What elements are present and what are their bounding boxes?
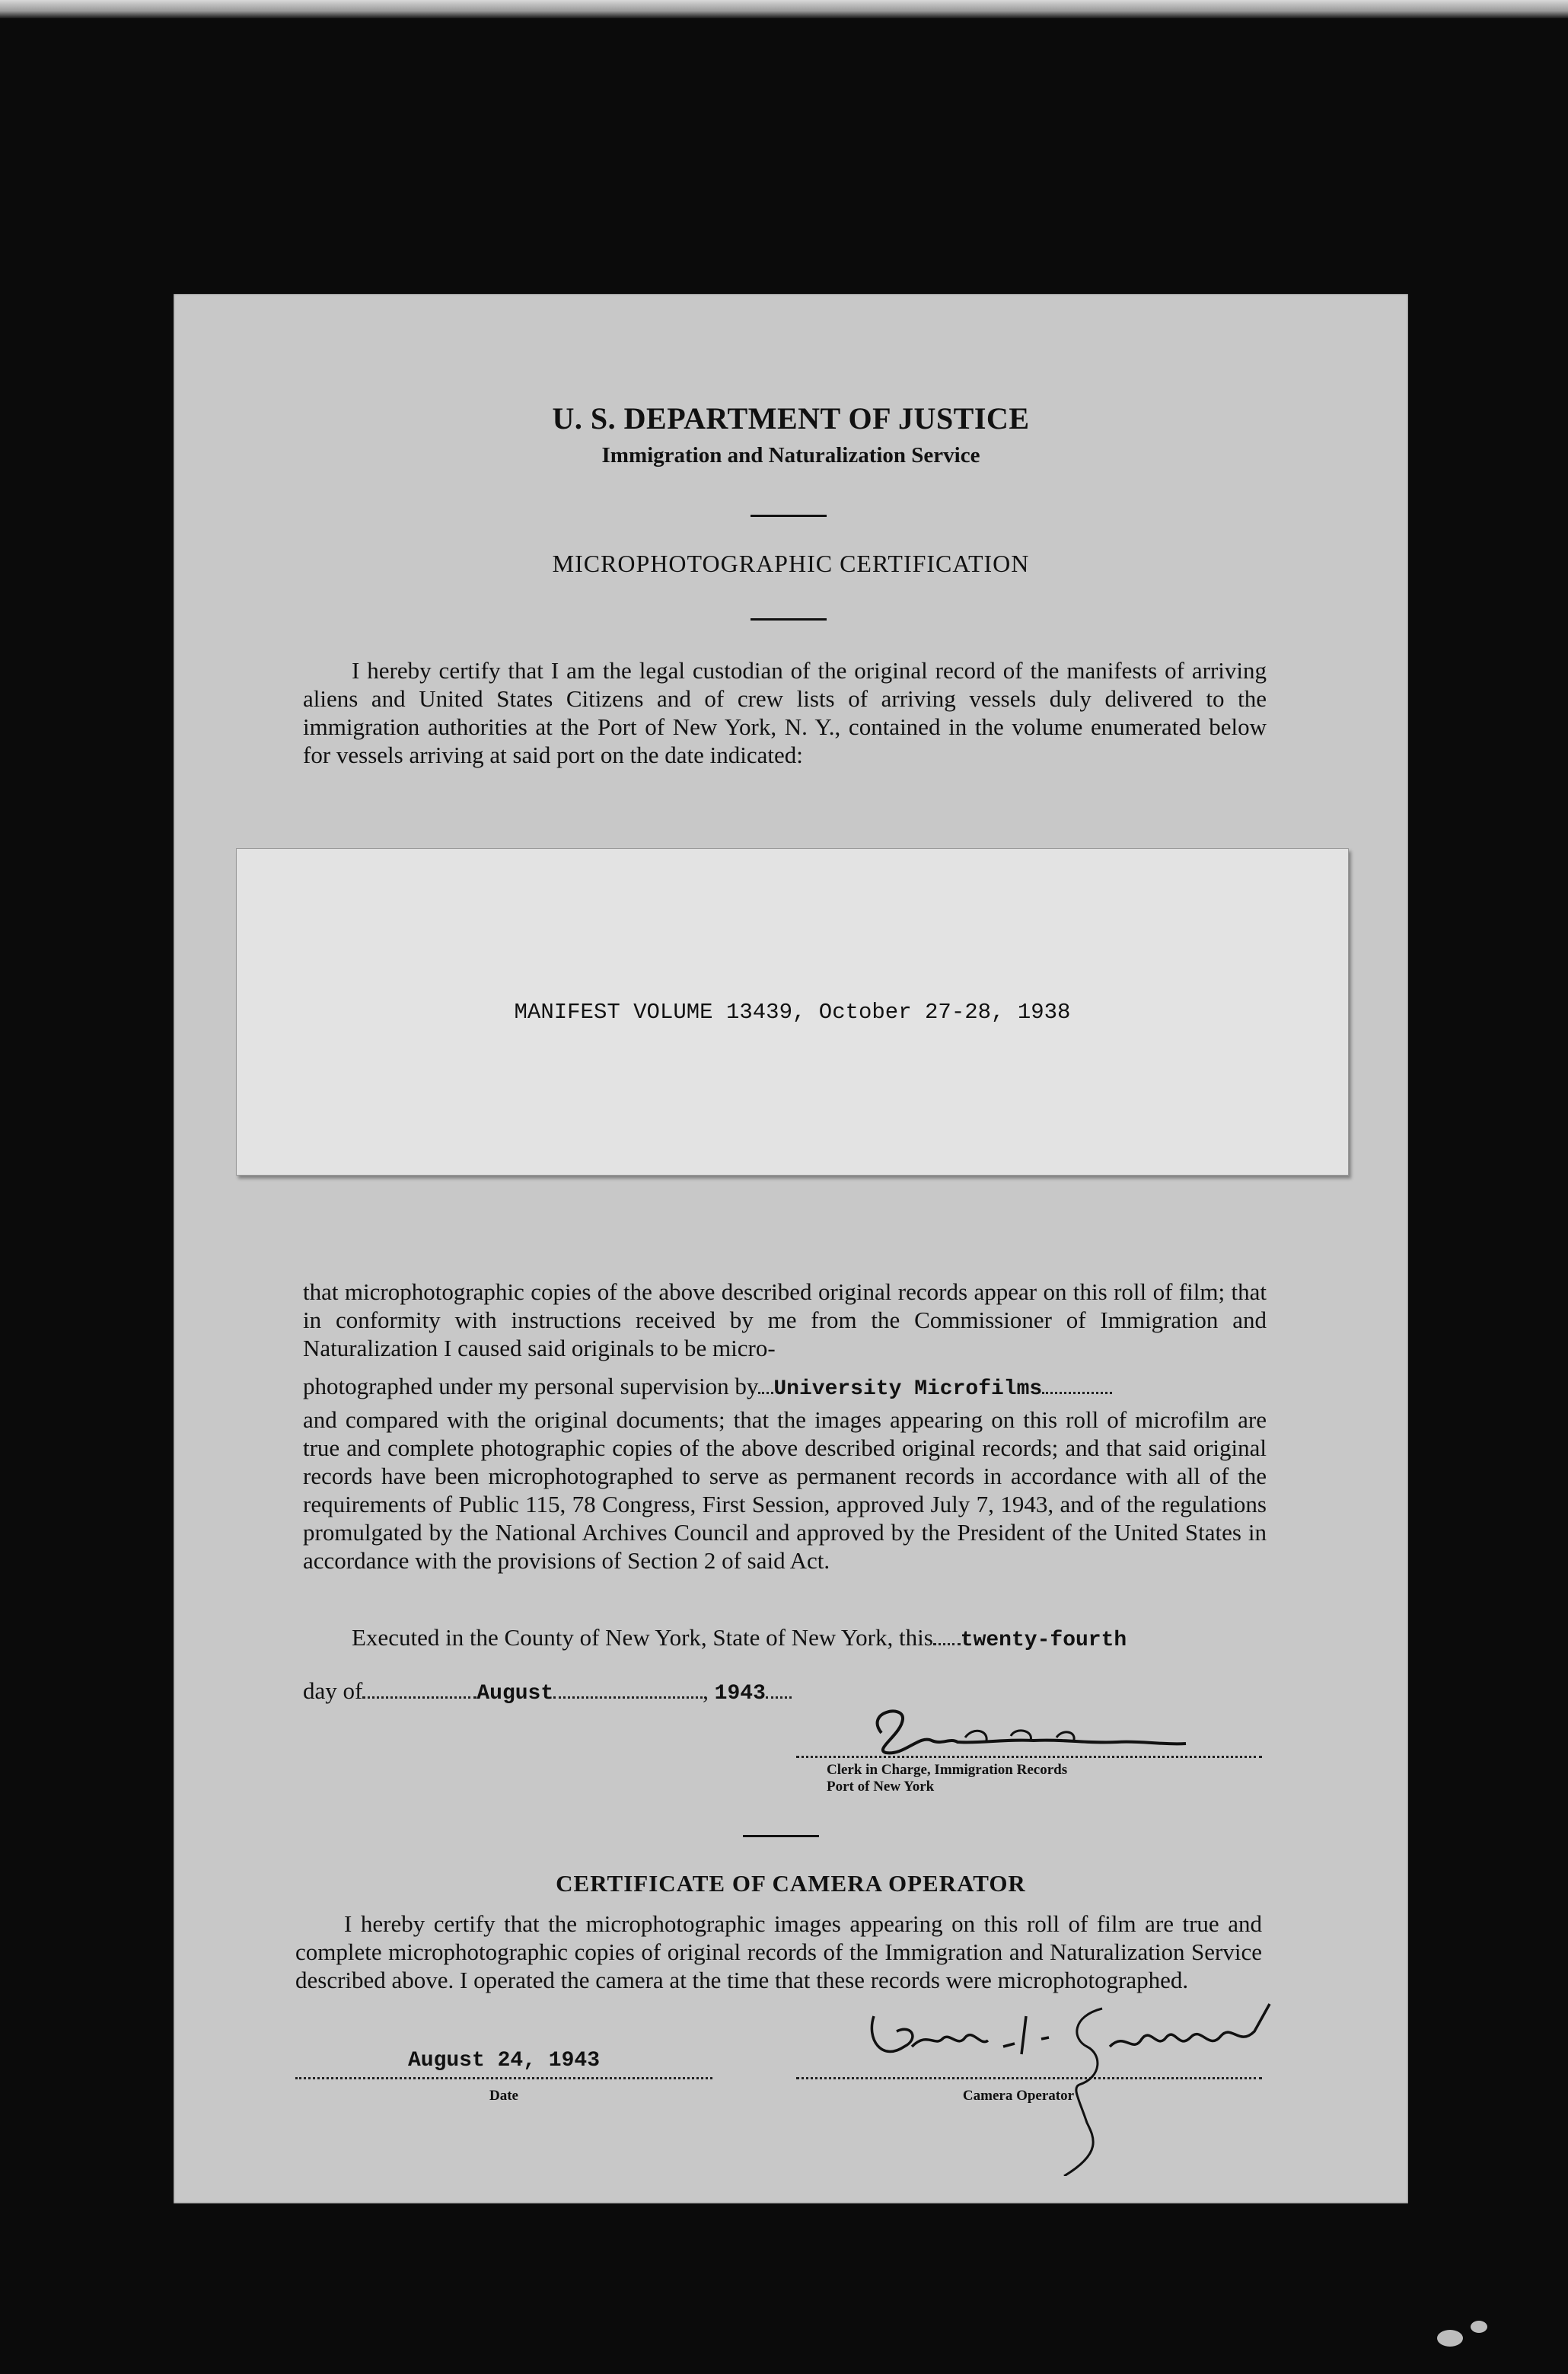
- execution-line: [352, 1623, 1267, 1654]
- clerk-signature: [859, 1696, 1194, 1757]
- certification-title: MICROPHOTOGRAPHIC CERTIFICATION: [552, 550, 1030, 577]
- film-edge: [0, 0, 1568, 18]
- department-heading: U. S. DEPARTMENT OF JUSTICE: [552, 401, 1030, 436]
- operator-label: Camera Operator: [962, 2088, 1075, 2104]
- supervisor-name: University Microfilms: [773, 1377, 1043, 1401]
- intro-paragraph: I hereby certify that I am the legal custodian of the original record of the manifests of arriving aliens and United States Citizens and of crew lists of arriving vessels duly delivered to the immigration authorities at the Port of New York, N. Y., contained in the volume enumerated below for vessels arriving at said port on the date indicated:: [303, 657, 1267, 768]
- date-field: [295, 2045, 712, 2079]
- execution-month: August: [476, 1682, 554, 1706]
- certificate-date: August 24, 1943: [407, 2049, 601, 2072]
- execution-prefix: Executed in the County of New York, State of New York, this: [352, 1624, 933, 1651]
- execution-year: 1943: [714, 1682, 766, 1706]
- day-of-label: day of: [303, 1677, 363, 1704]
- date-label: Date: [489, 2088, 518, 2104]
- supervision-line: [303, 1372, 1267, 1403]
- body-paragraph-part1: that microphotographic copies of the above described original records appear on this roll of film; that in conformity with instructions received by me from the Commissioner of Immigration and Naturalization I caused said originals to be micro-: [303, 1278, 1267, 1361]
- divider: [751, 618, 827, 621]
- camera-certificate-paragraph: I hereby certify that the microphotographic images appearing on this roll of film are true and complete microphotographic copies of original records of the Immigration and Naturalization Service described above. I operated the camera at the time that these records were microphotographed.: [295, 1910, 1262, 1993]
- operator-signature: [859, 1993, 1285, 2176]
- clerk-title: [827, 1762, 1067, 1795]
- film-speck: [1437, 2330, 1463, 2347]
- execution-day: twenty-fourth: [960, 1629, 1127, 1652]
- volume-slip-text: MANIFEST VOLUME 13439, October 27-28, 1938: [514, 999, 1071, 1025]
- supervision-prefix: photographed under my personal supervision by: [303, 1373, 759, 1399]
- camera-certificate-title: CERTIFICATE OF CAMERA OPERATOR: [556, 1870, 1026, 1897]
- clerk-title-line2: Port of New York: [827, 1779, 935, 1795]
- clerk-title-line1: Clerk in Charge, Immigration Records: [827, 1762, 1068, 1778]
- certificate-page: [174, 294, 1408, 2203]
- film-speck: [1471, 2321, 1487, 2333]
- day-of-line: day of August , 1943: [303, 1677, 792, 1708]
- service-subheading: Immigration and Naturalization Service: [601, 443, 980, 467]
- volume-slip: [236, 848, 1349, 1176]
- body-paragraph-part2: and compared with the original documents; that the images appearing on this roll of microfilm are true and complete photographic copies of the above described original records; and that said original records have been microphotographed to serve as permanent records in accordance with all of the requirements of Public 115, 78 Congress, First Session, approved July 7, 1943, and of the regulations promulgated by the National Archives Council and approved by the President of the United States in accordance with the provisions of Section 2 of said Act.: [303, 1406, 1267, 1574]
- divider: [751, 515, 827, 517]
- divider: [743, 1835, 819, 1837]
